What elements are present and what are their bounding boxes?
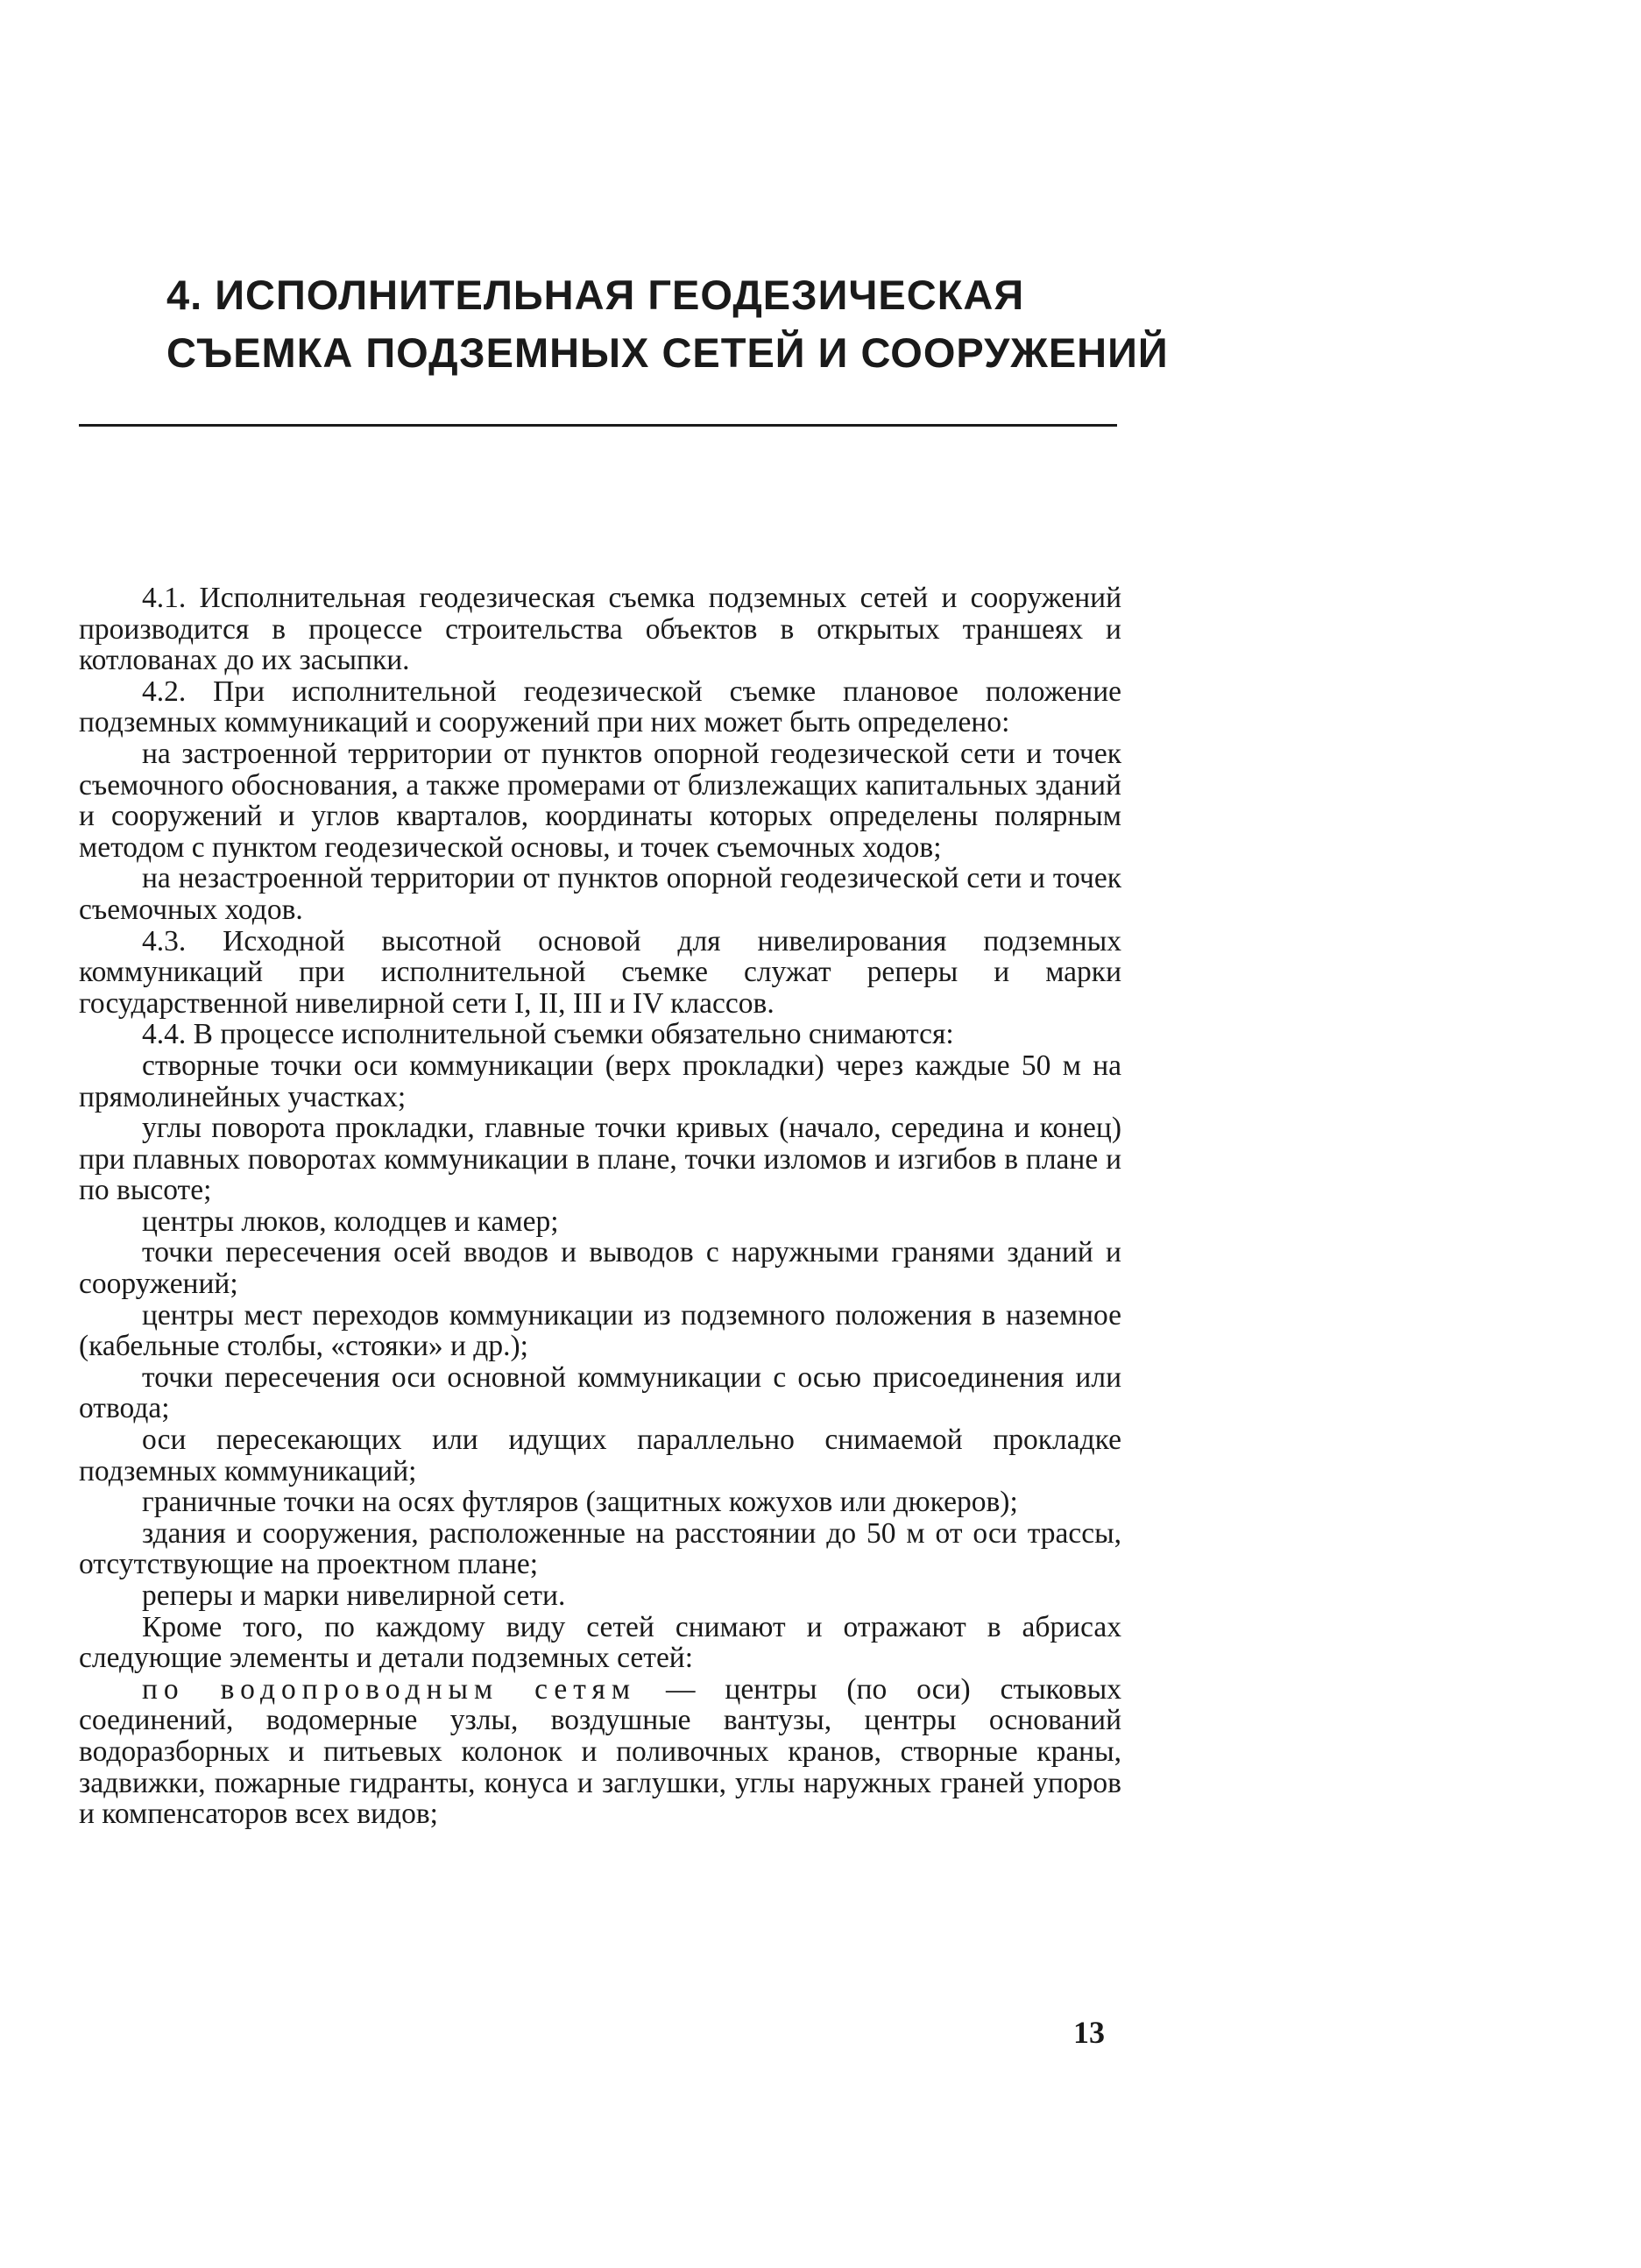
list-item-transition-centers: центры мест переходов коммуникации из подземного положения в наземное (кабельные столбы, «стояки» и др.); xyxy=(79,1298,1121,1363)
paragraph-additional-elements: Кроме того, по каждому виду сетей снимают и отражают в абрисах следующие элементы и детали подземных сетей: xyxy=(79,1610,1121,1675)
paragraph-4-4: 4.4. В процессе исполнительной съемки обязательно снимаются: xyxy=(142,1018,954,1051)
section-heading-line-2: СЪЕМКА ПОДЗЕМНЫХ СЕТЕЙ И СООРУЖЕНИЙ xyxy=(166,329,1169,376)
paragraph-built-territory: на застроенной территории от пунктов опорной геодезической сети и точек съемочного обоснования, а также промерами от близлежащих капитальных зданий и сооружений и углов кварталов, координаты которых определены полярным методом с пунктом геодезической основы, и точек съемочных ходов; xyxy=(79,737,1121,864)
list-item-branch-intersections: точки пересечения оси основной коммуникации с осью присоединения или отвода; xyxy=(79,1360,1121,1425)
list-item-casing-points: граничные точки на осях футляров (защитных кожухов или дюкеров); xyxy=(142,1486,1018,1519)
paragraph-water-networks xyxy=(79,1674,1121,1830)
body-text xyxy=(79,583,1121,1830)
water-networks-lead: по водопроводным сетям xyxy=(142,1672,637,1706)
section-heading-line-1: 4. ИСПОЛНИТЕЛЬНАЯ ГЕОДЕЗИЧЕСКАЯ xyxy=(166,272,1025,318)
page-number: 13 xyxy=(1073,2015,1105,2050)
paragraph-4-2: 4.2. При исполнительной геодезической съемке плановое положение подземных коммуникаций и сооружений при них может быть определено: xyxy=(79,675,1121,739)
paragraph-4-3: 4.3. Исходной высотной основой для нивелирования подземных коммуникаций при исполнительной съемке служат реперы и марки государственной нивелирной сети I, II, III и IV классов. xyxy=(79,924,1121,1020)
list-item-turn-angles: углы поворота прокладки, главные точки кривых (начало, середина и конец) при плавных поворотах коммуникации в плане, точки изломов и изгибов в плане и по высоте; xyxy=(79,1112,1121,1207)
list-item-crossing-axes: оси пересекающих или идущих параллельно снимаемой прокладке подземных коммуникаций; xyxy=(79,1424,1121,1487)
heading-divider xyxy=(79,424,1117,427)
section-heading xyxy=(166,266,1218,382)
list-item-buildings: здания и сооружения, расположенные на расстоянии до 50 м от оси трассы, отсутствующие на проектном плане; xyxy=(79,1516,1121,1581)
list-item-inlet-intersections: точки пересечения осей вводов и выводов с наружными гранями зданий и сооружений; xyxy=(79,1236,1121,1301)
paragraph-unbuilt-territory: на незастроенной территории от пунктов опорной геодезической сети и точек съемочных ходов. xyxy=(79,862,1121,926)
list-item-benchmarks: реперы и марки нивелирной сети. xyxy=(142,1579,566,1612)
paragraph-4-1: 4.1. Исполнительная геодезическая съемка подземных сетей и сооружений производится в процессе строительства объектов в открытых траншеях и котлованах до их засыпки. xyxy=(79,582,1121,677)
water-networks-text: — центры (по оси) стыковых соединений, водомерные узлы, воздушные вантузы, центры оснований водоразборных и питьевых колонок и поливочных кранов, створные краны, задвижки, пожарные гидранты, конуса и заглушки, углы наружных граней упоров и компенсаторов всех видов; xyxy=(79,1672,1121,1831)
list-item-alignment-points: створные точки оси коммуникации (верх прокладки) через каждые 50 м на прямолинейных участках; xyxy=(79,1049,1121,1113)
list-item-hatch-centers: центры люков, колодцев и камер; xyxy=(142,1205,559,1238)
